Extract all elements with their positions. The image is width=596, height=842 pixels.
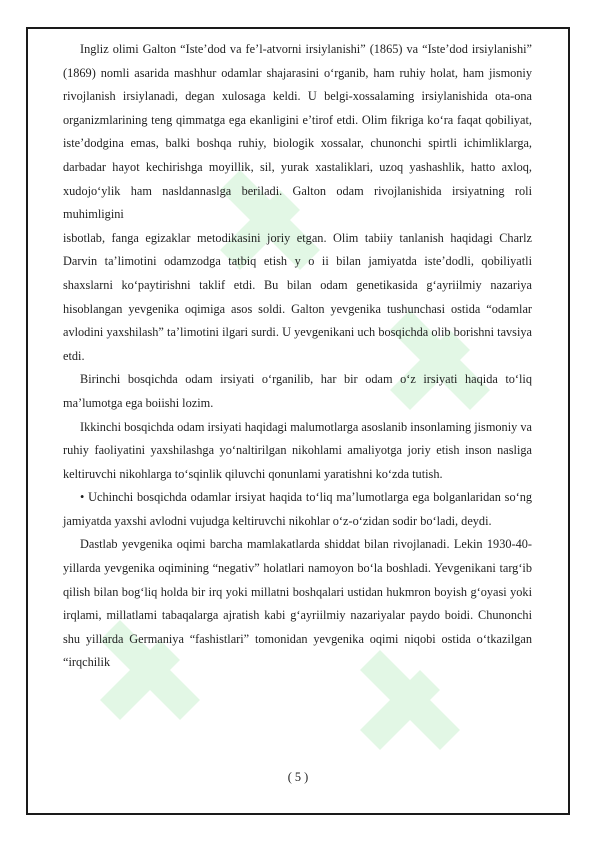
paragraph-stage-one: Birinchi bosqichda odam irsiyati o‘rganilib, har bir odam o‘z irsiyati haqida to‘liq ma’lumotga ega boiishi lozim. bbox=[63, 372, 532, 410]
paragraph-twins-method: isbotlab, fanga egizaklar metodikasini joriy etgan. Olim tabiiy tanlanish haqidagi Charlz Darvin ta’limotini odamzodga tatbiq etish y o ii bilan jamiyatda iste’dodli, qobiliyatli shaxslarni ko‘paytirishni taklif etdi. Bu bilan odam genetikasida g‘ayriilmiy nazariya hisoblangan yevgenika oqimiga asos soldi. Galton yevgenika tushunchasi ostida “odamlar avlodini yaxshilash” ta’limotini ilgari surdi. U yevgenikani uch bosqichda olib borishni tavsiya etdi. bbox=[63, 230, 532, 363]
paragraph-stage-three: • Uchinchi bosqichda odamlar irsiyat haqida to‘liq ma’lumotlarga ega bolganlaridan so‘ng jamiyatda yaxshi avlodni vujudga keltiruvchi nikohlar o‘z-o‘zidan sodir bo‘ladi, deydi. bbox=[63, 490, 532, 528]
paragraph-stage-two: Ikkinchi bosqichda odam irsiyati haqidagi malumotlarga asoslanib insonlaming jismoniy va ruhiy faoliyatini yaxshilashga yo‘naltirilgan nikohlami amaliyotga joriy etish inson nasliga keltiruvchi nikohlarga to‘sqinlik qiluvchi qonunlami yaratishni ko‘zda tutish. bbox=[63, 419, 532, 481]
paragraph-eugenics-history: Dastlab yevgenika oqimi barcha mamlakatlarda shiddat bilan rivojlanadi. Lekin 1930-40-yillarda yevgenika oqimining “negativ” holatlari namoyon bo‘la boshladi. Yevgenikani targ‘ib qilish bilan bog‘liq holda bir irq yoki millatni boshqalari ustidan hukmron boyish g‘oyasi yoki irqlami, millatlami tabaqalarga ajratish kabi g‘ayriilmiy nazariyalar paydo boidi. Chunonchi shu yillarda Germaniya “fashistlari” tomonidan yevgenika oqimi niqobi ostida o‘tkazilgan “irqchilik bbox=[63, 537, 532, 670]
page-number: ( 5 ) bbox=[287, 770, 309, 784]
body-text bbox=[63, 38, 532, 675]
paragraph-galton: Ingliz olimi Galton “Iste’dod va fe’l-atvorni irsiylanishi” (1865) va “Iste’dod irsiylanishi” (1869) nomli asarida mashhur odamlar shajarasini o‘rganib, ham ruhiy holat, ham jismoniy rivojlanish irsiylanadi, degan xulosaga keldi. U belgi-xossalaming irsiylanishida ota-ona organizmlarining teng qimmatga ega ekanligini e’tirof etdi. Olim fikriga ko‘ra faqat qobiliyat, iste’dodgina emas, balki boshqa ruhiy, biologik xossalar, chunonchi spirtli ichimliklarga, darbadar hayot kechirishga moyillik, sil, yurak xastaliklari, uzoq yashashlik, hatto axloq, xudojo‘ylik ham nasldannaslga beriladi. Galton odam rivojlanishida irsiyatning roli muhimligini bbox=[63, 42, 532, 222]
